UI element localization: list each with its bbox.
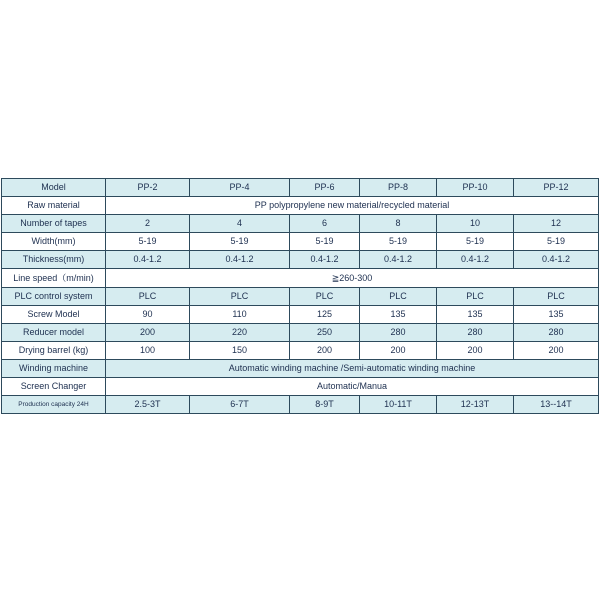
row-reducer-model	[2, 323, 599, 341]
table-cell: 220	[190, 323, 290, 341]
row-screw-model	[2, 305, 599, 323]
model-pp-8: PP-8	[360, 179, 437, 197]
row-line-speed	[2, 269, 599, 287]
table-cell: 10-11T	[360, 396, 437, 414]
table-cell: 0.4-1.2	[106, 251, 190, 269]
model-pp-2: PP-2	[106, 179, 190, 197]
table-cell: 250	[290, 323, 360, 341]
table-cell: 13--14T	[514, 396, 599, 414]
winding-machine-value: Automatic winding machine /Semi-automatic winding machine	[106, 359, 599, 377]
row-winding-machine	[2, 359, 599, 377]
table-cell: PLC	[290, 287, 360, 305]
table-cell: 2	[106, 215, 190, 233]
screen-changer-value: Automatic/Manua	[106, 378, 599, 396]
table-cell: PLC	[360, 287, 437, 305]
table-cell: 125	[290, 305, 360, 323]
row-production-capacity	[2, 396, 599, 414]
table-cell: 2.5-3T	[106, 396, 190, 414]
row-drying-barrel	[2, 341, 599, 359]
row-label: Thickness(mm)	[2, 251, 106, 269]
table-cell: 8	[360, 215, 437, 233]
table-cell: 200	[106, 323, 190, 341]
row-label: Production capacity 24H	[2, 396, 106, 414]
table-cell: PLC	[437, 287, 514, 305]
row-label: Number of tapes	[2, 215, 106, 233]
table-cell: 200	[514, 341, 599, 359]
table-cell: PLC	[514, 287, 599, 305]
table-cell: 280	[437, 323, 514, 341]
table-cell: 135	[437, 305, 514, 323]
table-cell: 6	[290, 215, 360, 233]
table-cell: 6-7T	[190, 396, 290, 414]
row-plc-control-system	[2, 287, 599, 305]
row-width	[2, 233, 599, 251]
row-label: Width(mm)	[2, 233, 106, 251]
raw-material-value: PP polypropylene new material/recycled material	[106, 197, 599, 215]
table-cell: 200	[290, 341, 360, 359]
table-cell: 5-19	[190, 233, 290, 251]
row-label: Line speed（m/min)	[2, 269, 106, 287]
table-cell: 0.4-1.2	[360, 251, 437, 269]
table-cell: 110	[190, 305, 290, 323]
table-cell: 135	[514, 305, 599, 323]
row-screen-changer	[2, 378, 599, 396]
table-cell: 5-19	[514, 233, 599, 251]
table-cell: 200	[360, 341, 437, 359]
model-pp-4: PP-4	[190, 179, 290, 197]
table-cell: 0.4-1.2	[290, 251, 360, 269]
table-cell: 200	[437, 341, 514, 359]
model-pp-6: PP-6	[290, 179, 360, 197]
row-label: Reducer model	[2, 323, 106, 341]
table-cell: 5-19	[106, 233, 190, 251]
table-cell: 12-13T	[437, 396, 514, 414]
table-cell: 280	[360, 323, 437, 341]
model-pp-12: PP-12	[514, 179, 599, 197]
row-thickness	[2, 251, 599, 269]
table-cell: 5-19	[360, 233, 437, 251]
table-cell: 12	[514, 215, 599, 233]
table-cell: 5-19	[437, 233, 514, 251]
table-cell: 280	[514, 323, 599, 341]
header-label: Model	[2, 179, 106, 197]
row-raw-material	[2, 197, 599, 215]
table-cell: 0.4-1.2	[437, 251, 514, 269]
row-number-of-tapes	[2, 215, 599, 233]
table-cell: 150	[190, 341, 290, 359]
row-label: Screen Changer	[2, 378, 106, 396]
table-cell: 100	[106, 341, 190, 359]
row-label: Drying barrel (kg)	[2, 341, 106, 359]
table-cell: PLC	[190, 287, 290, 305]
specification-table	[1, 178, 599, 414]
table-cell: PLC	[106, 287, 190, 305]
line-speed-value: ≧260-300	[106, 269, 599, 287]
header-row	[2, 179, 599, 197]
table-cell: 5-19	[290, 233, 360, 251]
table-cell: 10	[437, 215, 514, 233]
table-cell: 0.4-1.2	[514, 251, 599, 269]
model-pp-10: PP-10	[437, 179, 514, 197]
table-cell: 4	[190, 215, 290, 233]
table-cell: 90	[106, 305, 190, 323]
row-label: Winding machine	[2, 359, 106, 377]
table-cell: 0.4-1.2	[190, 251, 290, 269]
table-cell: 8-9T	[290, 396, 360, 414]
row-label: Raw material	[2, 197, 106, 215]
row-label: Screw Model	[2, 305, 106, 323]
table-cell: 135	[360, 305, 437, 323]
row-label: PLC control system	[2, 287, 106, 305]
